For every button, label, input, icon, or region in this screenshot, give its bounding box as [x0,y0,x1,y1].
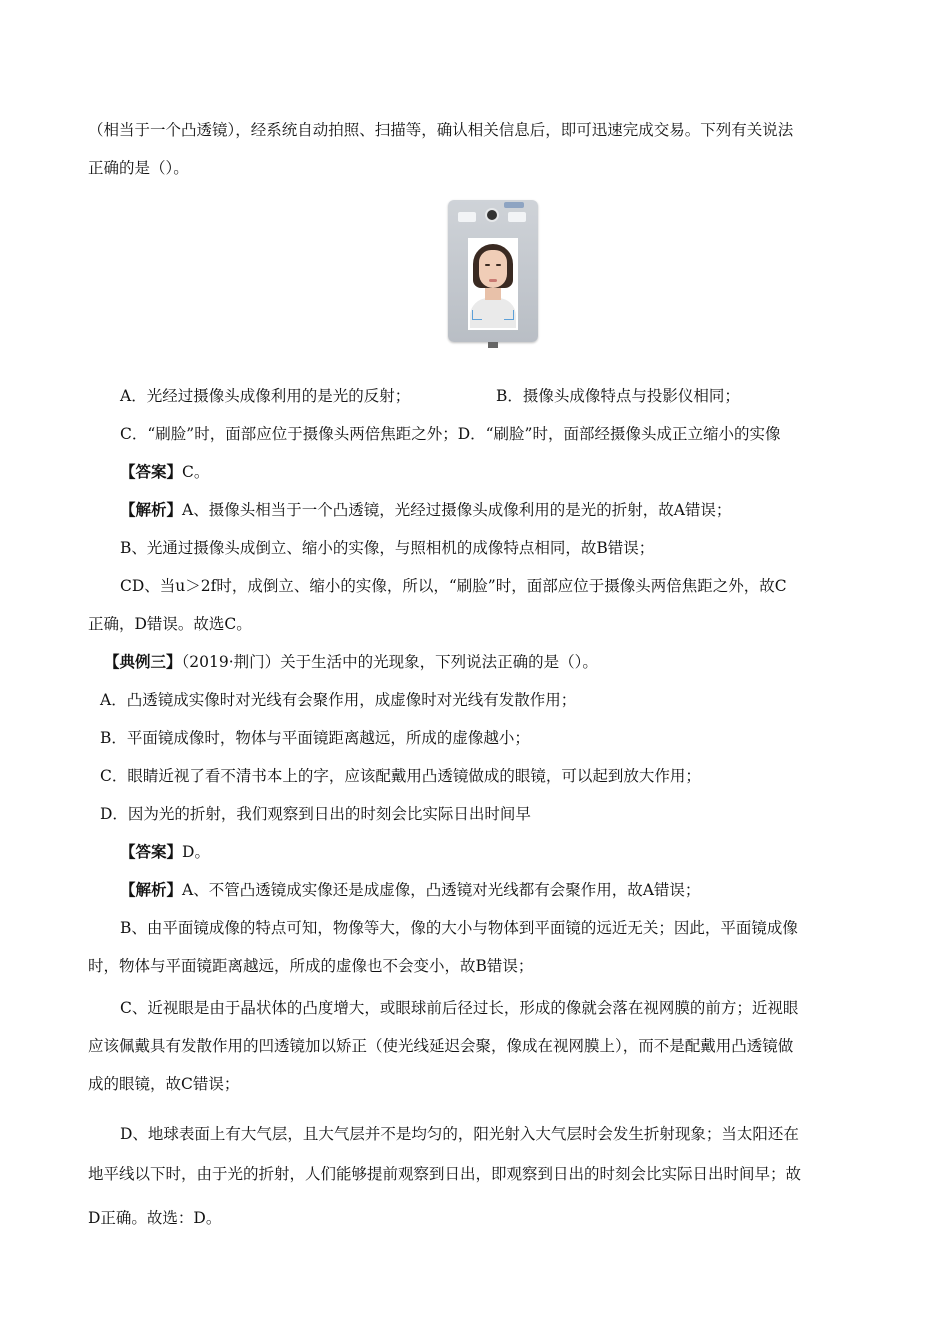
option-b: B．摄像头成像特点与投影仪相同； [496,387,740,405]
explanation-2-c-line3: 成的眼镜，故C错误； [88,1075,240,1093]
explanation-1-cd-line2: 正确，D错误。故选C。 [88,615,252,633]
explanation-1-b: B、光通过摄像头成倒立、缩小的实像，与照相机的成像特点相同，故B错误； [120,539,655,557]
example-3-heading: 【典例三】（2019·荆门）关于生活中的光现象，下列说法正确的是（）。 [104,652,598,671]
example-label: 【典例三】 [104,652,182,671]
explanation-label: 【解析】 [120,500,183,519]
question-text-line-2: 正确的是（）。 [88,159,189,177]
terminal-stand [488,342,498,348]
sensor-slot-left [458,212,476,222]
question-3-option-c: C．眼睛近视了看不清书本上的字，应该配戴用凸透镜做成的眼镜，可以起到放大作用； [100,767,701,785]
sensor-slot-right [508,212,526,222]
answer-label: 【答案】 [120,462,183,481]
explanation-2-d-line2: 地平线以下时，由于光的折射，人们能够提前观察到日出，即观察到日出的时刻会比实际日出时间早；故 [88,1165,802,1183]
question-3-option-a: A．凸透镜成实像时对光线有会聚作用，成虚像时对光线有发散作用； [100,691,577,709]
explanation-label: 【解析】 [120,880,183,899]
answer-1 [120,461,209,483]
scan-corner-marker [472,310,482,320]
option-a: A．光经过摄像头成像利用的是光的反射； [120,387,411,405]
answer-2 [120,841,210,863]
explanation-2-c-line2: 应该佩戴具有发散作用的凹透镜加以矫正（使光线延迟会聚，像成在视网膜上），而不是配戴用凸透镜做 [88,1037,794,1055]
explanation-2-a: 【解析】A、不管凸透镜成实像还是成虚像，凸透镜对光线都有会聚作用，故A错误； [120,880,701,899]
answer-value: C。 [182,463,210,481]
terminal-screen [468,238,518,330]
explanation-2-b-line2: 时，物体与平面镜距离越远，所成的虚像也不会变小，故B错误； [88,957,534,975]
question-3-option-b: B．平面镜成像时，物体与平面镜距离越远，所成的虚像越小； [100,729,530,747]
question-text-line-1: （相当于一个凸透镜），经系统自动拍照、扫描等，确认相关信息后，即可迅速完成交易。下列有关说法 [88,121,794,139]
camera-icon [485,208,499,222]
option-c-d: C．“刷脸”时，面部应位于摄像头两倍焦距之外；D．“刷脸”时，面部经摄像头成正立缩小的实像 [120,425,781,443]
answer-label: 【答案】 [120,842,183,861]
explanation-2-d-line1: D、地球表面上有大气层，且大气层并不是均匀的，阳光射入大气层时会发生折射现象；当太阳还在 [120,1125,799,1143]
face-recognition-payment-terminal [448,200,538,342]
explanation-1-cd-line1: CD、当u＞2f时，成倒立、缩小的实像，所以，“刷脸”时，面部应位于摄像头两倍焦距之外，故C [120,577,787,595]
face-image [479,250,507,288]
question-3-option-d: D．因为光的折射，我们观察到日出的时刻会比实际日出时间早 [100,805,531,823]
explanation-2-b-line1: B、由平面镜成像的特点可知，物像等大，像的大小与物体到平面镜的远近无关；因此，平面镜成像 [120,919,798,937]
scan-corner-marker [504,310,514,320]
explanation-2-c-line1: C、近视眼是由于晶状体的凸度增大，或眼球前后径过长，形成的像就会落在视网膜的前方；近视眼 [120,999,799,1017]
explanation-1-a: 【解析】A、摄像头相当于一个凸透镜，光经过摄像头成像利用的是光的折射，故A错误； [120,500,732,519]
explanation-2-d-line3: D正确。故选：D。 [88,1209,222,1227]
brand-logo [504,202,524,208]
answer-value: D。 [182,843,210,861]
